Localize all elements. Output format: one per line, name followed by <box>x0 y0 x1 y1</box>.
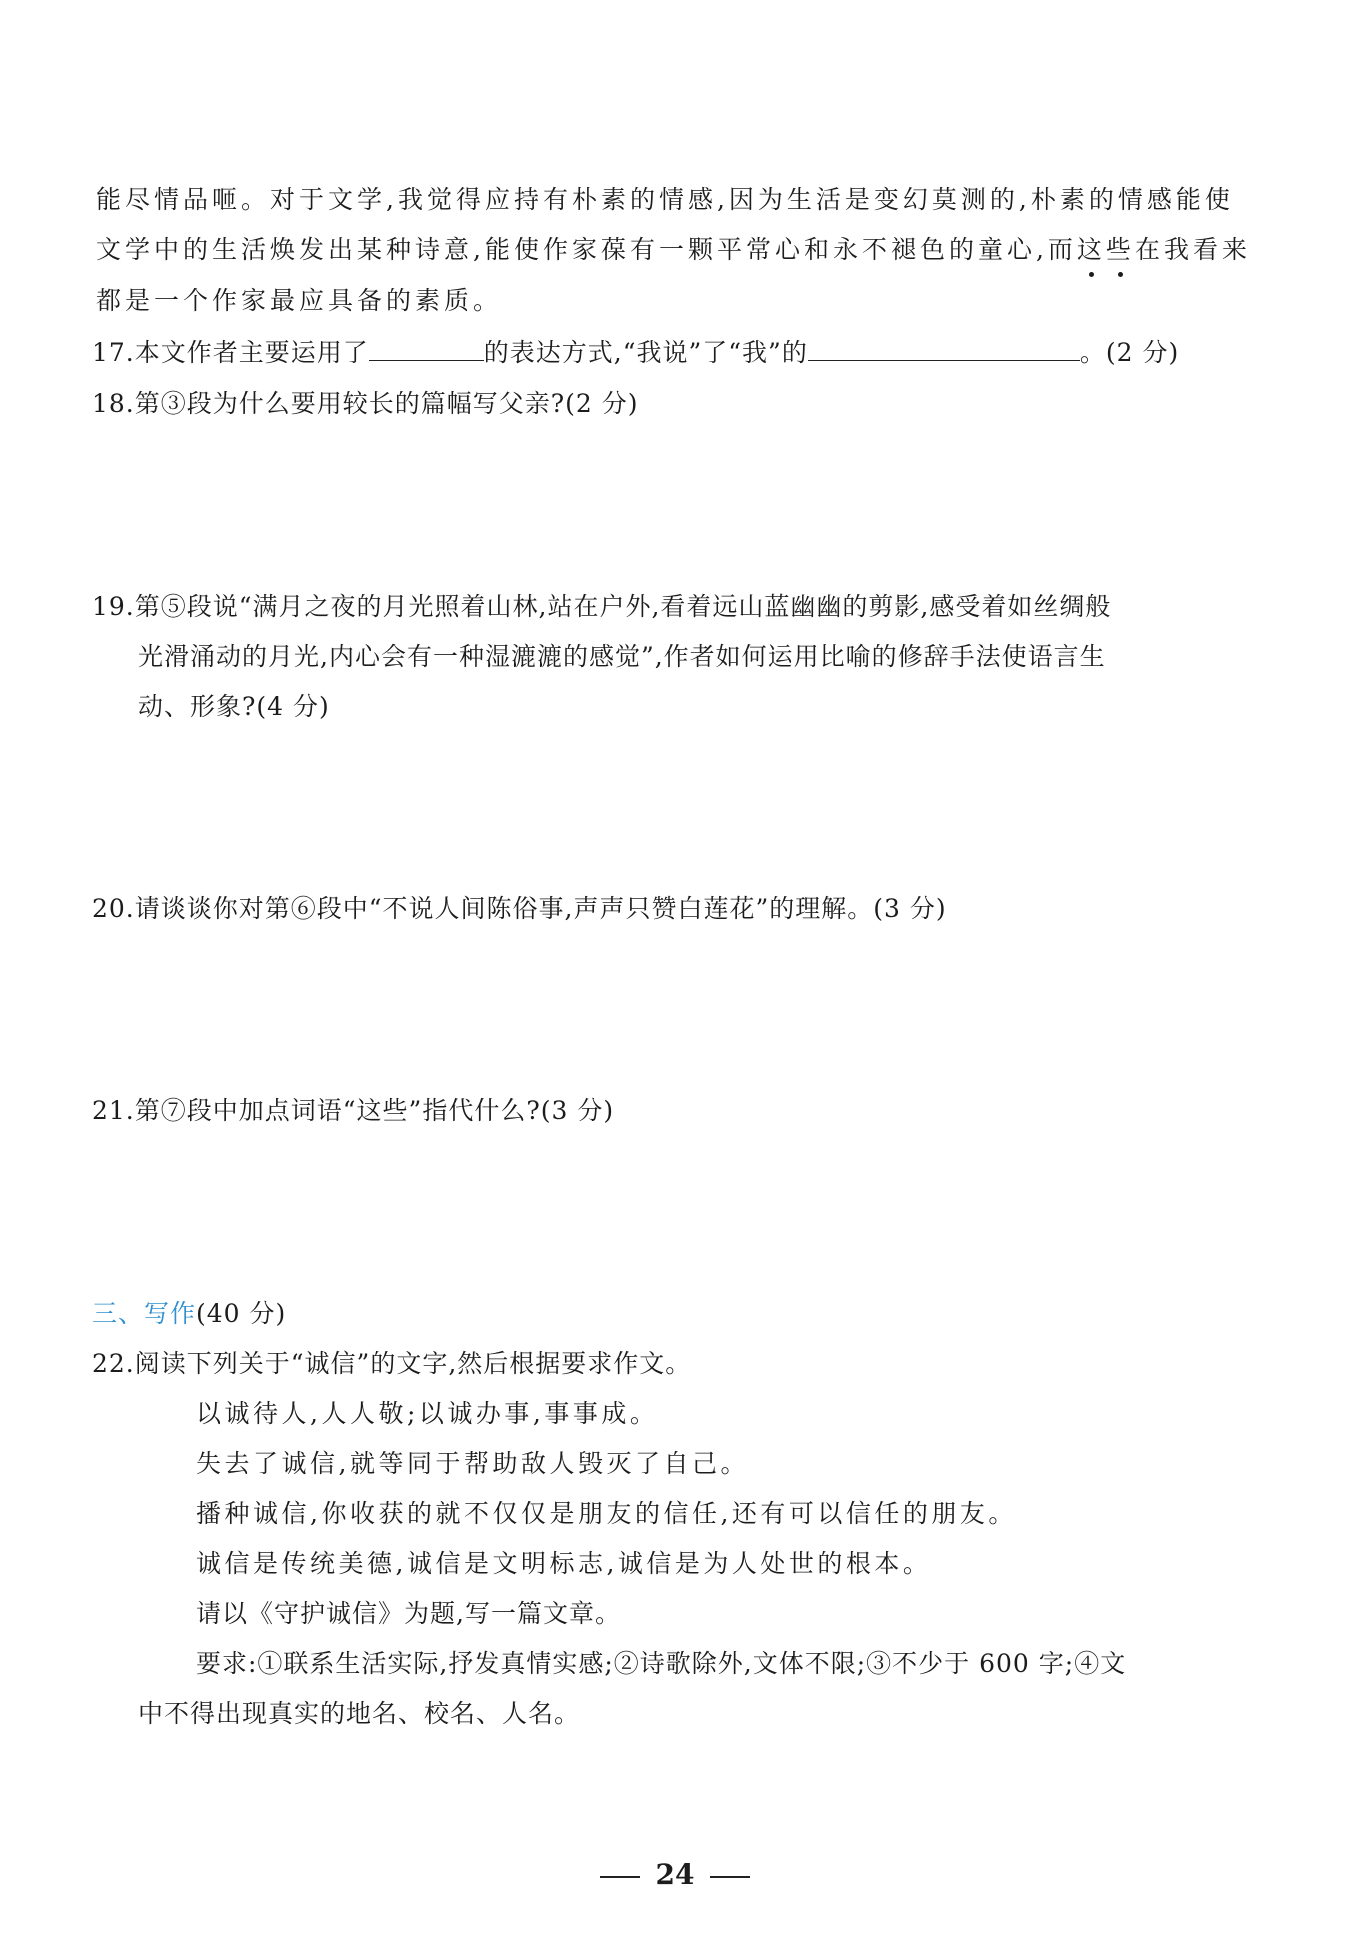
passage-line-1: 能尽情品咂。对于文学,我觉得应持有朴素的情感,因为生活是变幻莫测的,朴素的情感能使 <box>96 185 1234 214</box>
writing-title-prompt: 请以《守护诚信》为题,写一篇文章。 <box>196 1599 621 1628</box>
passage-line-2-after: 在我看来 <box>1134 235 1251 264</box>
answer-blank-2[interactable] <box>808 336 1080 361</box>
question-20: 20.请谈谈你对第⑥段中“不说人间陈俗事,声声只赞白莲花”的理解。(3 分) <box>92 894 947 923</box>
answer-area-19[interactable] <box>92 735 1272 885</box>
question-19-line-3: 动、形象?(4 分) <box>138 692 330 721</box>
section-title: 三、写作 <box>92 1299 197 1328</box>
quote-4: 诚信是传统美德,诚信是文明标志,诚信是为人处世的根本。 <box>196 1549 932 1578</box>
quote-2: 失去了诚信,就等同于帮助敌人毁灭了自己。 <box>196 1449 749 1478</box>
answer-area-18[interactable] <box>92 430 1272 580</box>
quote-3: 播种诚信,你收获的就不仅仅是朋友的信任,还有可以信任的朋友。 <box>196 1499 1017 1528</box>
dotted-word-zhe: 这 <box>1077 233 1106 267</box>
question-22: 22.阅读下列关于“诚信”的文字,然后根据要求作文。 <box>92 1349 692 1378</box>
answer-area-20[interactable] <box>92 935 1272 1085</box>
question-19-line-2: 光滑涌动的月光,内心会有一种湿漉漉的感觉”,作者如何运用比喻的修辞手法使语言生 <box>138 642 1106 671</box>
page-number-dash-left <box>600 1876 640 1878</box>
passage-line-2-before: 文学中的生活焕发出某种诗意,能使作家葆有一颗平常心和永不褪色的童心,而 <box>96 235 1077 264</box>
answer-blank-1[interactable] <box>369 336 484 361</box>
question-18: 18.第③段为什么要用较长的篇幅写父亲?(2 分) <box>92 389 639 418</box>
writing-requirements-line-2: 中不得出现真实的地名、校名、人名。 <box>138 1699 581 1728</box>
writing-requirements-line-1: 要求:①联系生活实际,抒发真情实感;②诗歌除外,文体不限;③不少于 600 字;④文 <box>196 1649 1127 1678</box>
section-heading-writing <box>92 1297 286 1331</box>
question-21: 21.第⑦段中加点词语“这些”指代什么?(3 分) <box>92 1096 615 1125</box>
page-number <box>0 1858 1350 1891</box>
section-score: (40 分) <box>196 1299 287 1328</box>
answer-area-21[interactable] <box>92 1137 1272 1287</box>
page-number-value: 24 <box>655 1858 695 1891</box>
passage-line-3: 都是一个作家最应具备的素质。 <box>96 286 503 315</box>
question-17 <box>92 336 1179 370</box>
quote-1: 以诚待人,人人敬;以诚办事,事事成。 <box>196 1399 659 1428</box>
question-17-part3: 。(2 分) <box>1079 338 1180 367</box>
question-17-part2: 的表达方式,“我说”了“我”的 <box>483 338 808 367</box>
question-17-part1: 17.本文作者主要运用了 <box>92 338 369 367</box>
dotted-word-xie: 些 <box>1106 233 1135 267</box>
question-19-line-1: 19.第⑤段说“满月之夜的月光照着山林,站在户外,看着远山蓝幽幽的剪影,感受着如丝绸般 <box>92 592 1112 621</box>
page-number-dash-right <box>710 1876 750 1878</box>
passage-line-2 <box>96 233 1251 267</box>
